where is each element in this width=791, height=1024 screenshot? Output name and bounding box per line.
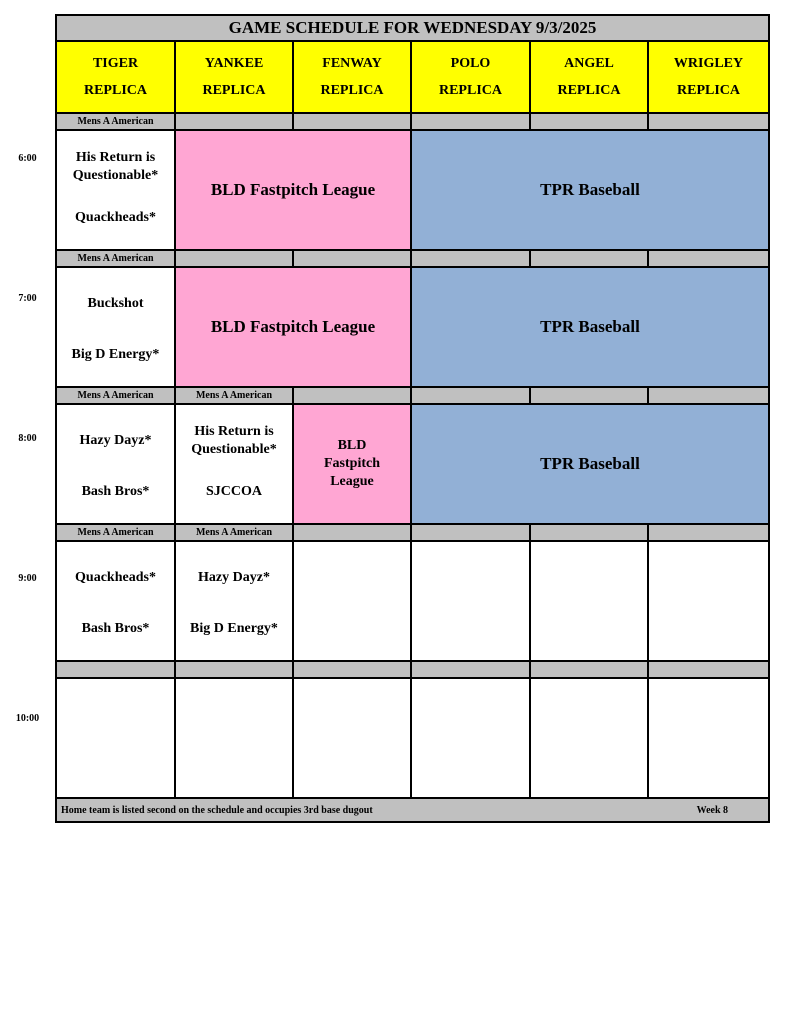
division-empty — [411, 113, 530, 130]
empty-cell — [530, 541, 648, 661]
tpr-block: TPR Baseball — [411, 404, 769, 524]
game-cell — [175, 404, 293, 524]
schedule-title: GAME SCHEDULE FOR WEDNESDAY 9/3/2025 — [56, 15, 769, 41]
division-label: Mens A American — [56, 250, 175, 267]
field-name: WRIGLEY — [673, 56, 744, 71]
slot-row-700 — [56, 267, 769, 387]
slot-row-800 — [56, 404, 769, 524]
field-header-polo — [411, 41, 530, 113]
field-header-tiger — [56, 41, 175, 113]
field-sub: REPLICA — [83, 83, 147, 98]
division-empty — [648, 661, 769, 678]
field-name: POLO — [450, 56, 491, 71]
home-team: Big D Energy* — [71, 347, 160, 362]
division-empty — [293, 524, 411, 541]
division-row — [56, 524, 769, 541]
division-empty — [175, 661, 293, 678]
empty-cell — [648, 541, 769, 661]
away-team: Hazy Dayz* — [79, 433, 152, 448]
time-label: 6:00 — [18, 153, 37, 164]
field-name: ANGEL — [564, 56, 614, 71]
empty-cell — [411, 678, 530, 798]
tpr-block: TPR Baseball — [411, 130, 769, 250]
game-cell — [56, 404, 175, 524]
field-name: FENWAY — [322, 56, 382, 71]
week-label: Week 8 — [696, 804, 729, 816]
division-row — [56, 661, 769, 678]
field-header-angel — [530, 41, 648, 113]
empty-cell — [530, 678, 648, 798]
empty-cell — [411, 541, 530, 661]
division-label: Mens A American — [56, 524, 175, 541]
game-cell — [56, 541, 175, 661]
field-header-row — [56, 41, 769, 113]
field-header-fenway — [293, 41, 411, 113]
home-team: Bash Bros* — [81, 621, 150, 636]
home-team: Bash Bros* — [81, 484, 150, 499]
schedule-sheet — [55, 14, 768, 823]
time-label: 10:00 — [15, 713, 40, 724]
division-empty — [175, 250, 293, 267]
empty-cell — [293, 541, 411, 661]
division-label: Mens A American — [56, 113, 175, 130]
division-empty — [530, 113, 648, 130]
division-empty — [293, 387, 411, 404]
division-empty — [530, 250, 648, 267]
slot-row-600 — [56, 130, 769, 250]
division-empty — [411, 250, 530, 267]
division-empty — [411, 524, 530, 541]
time-label: 9:00 — [18, 573, 37, 584]
tpr-block: TPR Baseball — [411, 267, 769, 387]
away-team: His Return is Questionable* — [72, 150, 159, 183]
division-empty — [56, 661, 175, 678]
division-label: Mens A American — [56, 387, 175, 404]
away-team: Quackheads* — [75, 570, 156, 585]
bld-block — [293, 404, 411, 524]
division-empty — [411, 387, 530, 404]
division-empty — [648, 113, 769, 130]
footer-bar — [56, 798, 769, 822]
empty-cell — [56, 678, 175, 798]
division-row — [56, 250, 769, 267]
division-empty — [530, 387, 648, 404]
field-header-wrigley — [648, 41, 769, 113]
division-empty — [411, 661, 530, 678]
away-team: Buckshot — [87, 296, 144, 311]
division-empty — [648, 250, 769, 267]
empty-cell — [648, 678, 769, 798]
home-team: Big D Energy* — [190, 621, 278, 636]
slot-row-1000 — [56, 678, 769, 798]
field-name: YANKEE — [204, 56, 264, 71]
bld-block-label: BLD Fastpitch League — [324, 438, 380, 489]
bld-block: BLD Fastpitch League — [175, 130, 411, 250]
field-sub: REPLICA — [438, 83, 502, 98]
game-cell — [56, 267, 175, 387]
division-empty — [293, 250, 411, 267]
time-label: 8:00 — [18, 433, 37, 444]
division-empty — [530, 661, 648, 678]
empty-cell — [293, 678, 411, 798]
schedule-table — [55, 14, 770, 823]
field-sub: REPLICA — [202, 83, 266, 98]
field-sub: REPLICA — [557, 83, 621, 98]
home-team: Quackheads* — [75, 210, 156, 225]
division-row — [56, 387, 769, 404]
division-empty — [530, 524, 648, 541]
division-empty — [293, 661, 411, 678]
empty-cell — [175, 678, 293, 798]
field-name: TIGER — [92, 56, 139, 71]
game-cell — [56, 130, 175, 250]
division-empty — [648, 524, 769, 541]
away-team: Hazy Dayz* — [198, 570, 270, 585]
division-label: Mens A American — [175, 524, 293, 541]
division-row — [56, 113, 769, 130]
field-header-yankee — [175, 41, 293, 113]
bld-block: BLD Fastpitch League — [175, 267, 411, 387]
field-sub: REPLICA — [677, 83, 741, 98]
footer-note: Home team is listed second on the schedule and occupies 3rd base dugout — [61, 804, 373, 816]
field-sub: REPLICA — [320, 83, 384, 98]
division-empty — [175, 113, 293, 130]
division-empty — [648, 387, 769, 404]
division-empty — [293, 113, 411, 130]
division-label: Mens A American — [175, 387, 293, 404]
slot-row-900 — [56, 541, 769, 661]
home-team: SJCCOA — [205, 484, 262, 499]
game-cell — [175, 541, 293, 661]
away-team: His Return is Questionable* — [191, 424, 277, 457]
time-label: 7:00 — [18, 293, 37, 304]
